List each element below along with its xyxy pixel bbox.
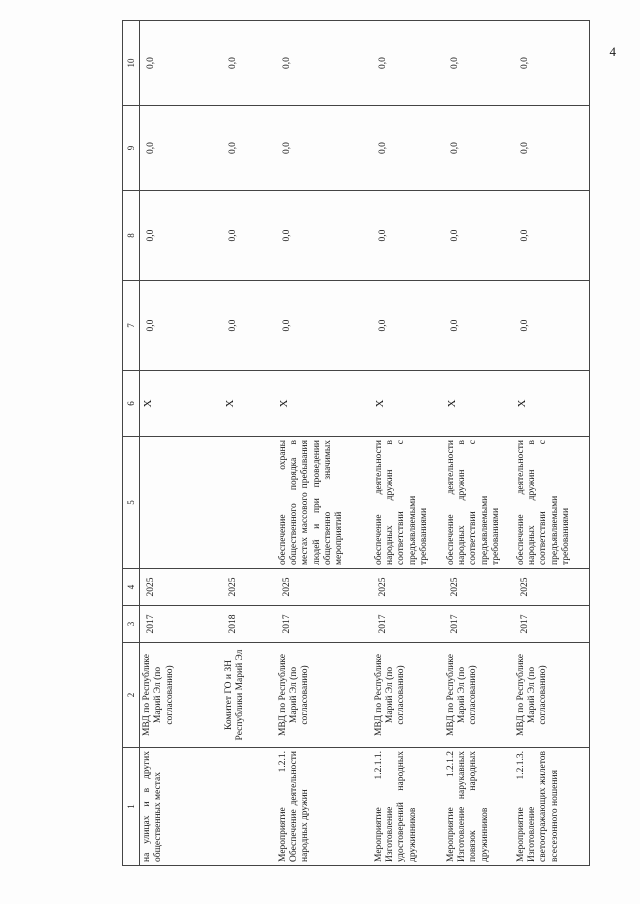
col10-cell: 0,0 <box>372 21 444 106</box>
expected-result-cell <box>140 437 222 569</box>
activity-name: Мероприятие Изготовление удостоверений народных дружинников <box>373 751 418 862</box>
table-row <box>514 21 590 866</box>
activity-code: 1.2.1.1. <box>373 751 384 780</box>
col9-cell: 0,0 <box>444 106 514 191</box>
end-year-cell: 2025 <box>276 569 372 606</box>
start-year-cell: 2017 <box>140 606 222 643</box>
expected-result-cell <box>222 437 276 569</box>
executor-cell: МВД по Республике Марий Эл (по согласованию) <box>140 643 222 748</box>
end-year-cell: 2025 <box>514 569 590 606</box>
col6-cell: X <box>514 371 590 437</box>
table-row <box>372 21 444 866</box>
col7-cell: 0,0 <box>372 281 444 371</box>
activity-name: на улицах и в других общественных местах <box>142 751 164 862</box>
end-year-cell: 2025 <box>140 569 222 606</box>
table-row <box>276 21 372 866</box>
table-row <box>140 21 222 866</box>
program-activities-table <box>122 20 590 866</box>
executor-cell: МВД по Республике Марий Эл (по согласованию) <box>444 643 514 748</box>
col-header-10: 10 <box>123 21 140 106</box>
expected-result-cell: обеспечение охраны общественного порядка в местах массового пребывания людей и при проведении общественно значимых мероприятий <box>276 437 372 569</box>
col8-cell: 0,0 <box>372 191 444 281</box>
activity-name-cell <box>514 748 590 866</box>
col10-cell: 0,0 <box>276 21 372 106</box>
col6-cell: X <box>444 371 514 437</box>
col-header-1: 1 <box>123 748 140 866</box>
col10-cell: 0,0 <box>444 21 514 106</box>
end-year-cell: 2025 <box>444 569 514 606</box>
activity-name-cell <box>372 748 444 866</box>
col7-cell: 0,0 <box>444 281 514 371</box>
col8-cell: 0,0 <box>276 191 372 281</box>
col8-cell: 0,0 <box>140 191 222 281</box>
col6-cell: X <box>372 371 444 437</box>
col-header-4: 4 <box>123 569 140 606</box>
start-year-cell: 2017 <box>372 606 444 643</box>
activity-name-cell <box>444 748 514 866</box>
executor-cell: МВД по Республике Марий Эл (по согласованию) <box>372 643 444 748</box>
col9-cell: 0,0 <box>514 106 590 191</box>
table-row <box>222 21 276 866</box>
col-header-9: 9 <box>123 106 140 191</box>
col7-cell: 0,0 <box>276 281 372 371</box>
start-year-cell: 2017 <box>444 606 514 643</box>
executor-cell: МВД по Республике Марий Эл (по согласованию) <box>276 643 372 748</box>
col9-cell: 0,0 <box>222 106 276 191</box>
col8-cell: 0,0 <box>222 191 276 281</box>
activity-code: 1.2.1.2 <box>445 751 456 778</box>
col9-cell: 0,0 <box>276 106 372 191</box>
col10-cell: 0,0 <box>222 21 276 106</box>
col-header-7: 7 <box>123 281 140 371</box>
activity-name: Мероприятие Обеспечение деятельности народных дружин <box>277 751 311 862</box>
activity-name: Мероприятие Изготовление нарукавных повязок народных дружинников <box>445 751 490 862</box>
col10-cell: 0,0 <box>140 21 222 106</box>
col10-cell: 0,0 <box>514 21 590 106</box>
activity-code: 1.2.1. <box>277 751 288 773</box>
activity-code: 1.2.1.3. <box>515 751 526 780</box>
col-header-8: 8 <box>123 191 140 281</box>
col-header-2: 2 <box>123 643 140 748</box>
col6-cell: X <box>276 371 372 437</box>
executor-cell: Комитет ГО и ЗН Республики Марий Эл <box>222 643 276 748</box>
rotated-table-container <box>122 21 622 866</box>
col7-cell: 0,0 <box>140 281 222 371</box>
end-year-cell: 2025 <box>372 569 444 606</box>
end-year-cell: 2025 <box>222 569 276 606</box>
col-header-5: 5 <box>123 437 140 569</box>
start-year-cell: 2018 <box>222 606 276 643</box>
col-header-6: 6 <box>123 371 140 437</box>
col8-cell: 0,0 <box>514 191 590 281</box>
start-year-cell: 2017 <box>276 606 372 643</box>
col6-cell: X <box>140 371 222 437</box>
expected-result-cell: обеспечение деятельности народных дружин в соответствии с предъявляемыми требованиями <box>514 437 590 569</box>
col7-cell: 0,0 <box>514 281 590 371</box>
col-header-3: 3 <box>123 606 140 643</box>
start-year-cell: 2017 <box>514 606 590 643</box>
activity-name-cell <box>276 748 372 866</box>
activity-name: Мероприятие Изготовление светоотражающих жилетов всесезонного ношения <box>515 751 560 862</box>
col7-cell: 0,0 <box>222 281 276 371</box>
col9-cell: 0,0 <box>140 106 222 191</box>
activity-name-cell <box>222 748 276 866</box>
expected-result-cell: обеспечение деятельности народных дружин в соответствии с предъявляемыми требованиями <box>372 437 444 569</box>
header-row <box>123 21 140 866</box>
executor-cell: МВД по Республике Марий Эл (по согласованию) <box>514 643 590 748</box>
col6-cell: X <box>222 371 276 437</box>
page-number: 4 <box>609 44 616 59</box>
expected-result-cell: обеспечение деятельности народных дружин в соответствии с предъявляемыми требованиями <box>444 437 514 569</box>
col8-cell: 0,0 <box>444 191 514 281</box>
activity-name-cell <box>140 748 222 866</box>
table-row <box>444 21 514 866</box>
col9-cell: 0,0 <box>372 106 444 191</box>
